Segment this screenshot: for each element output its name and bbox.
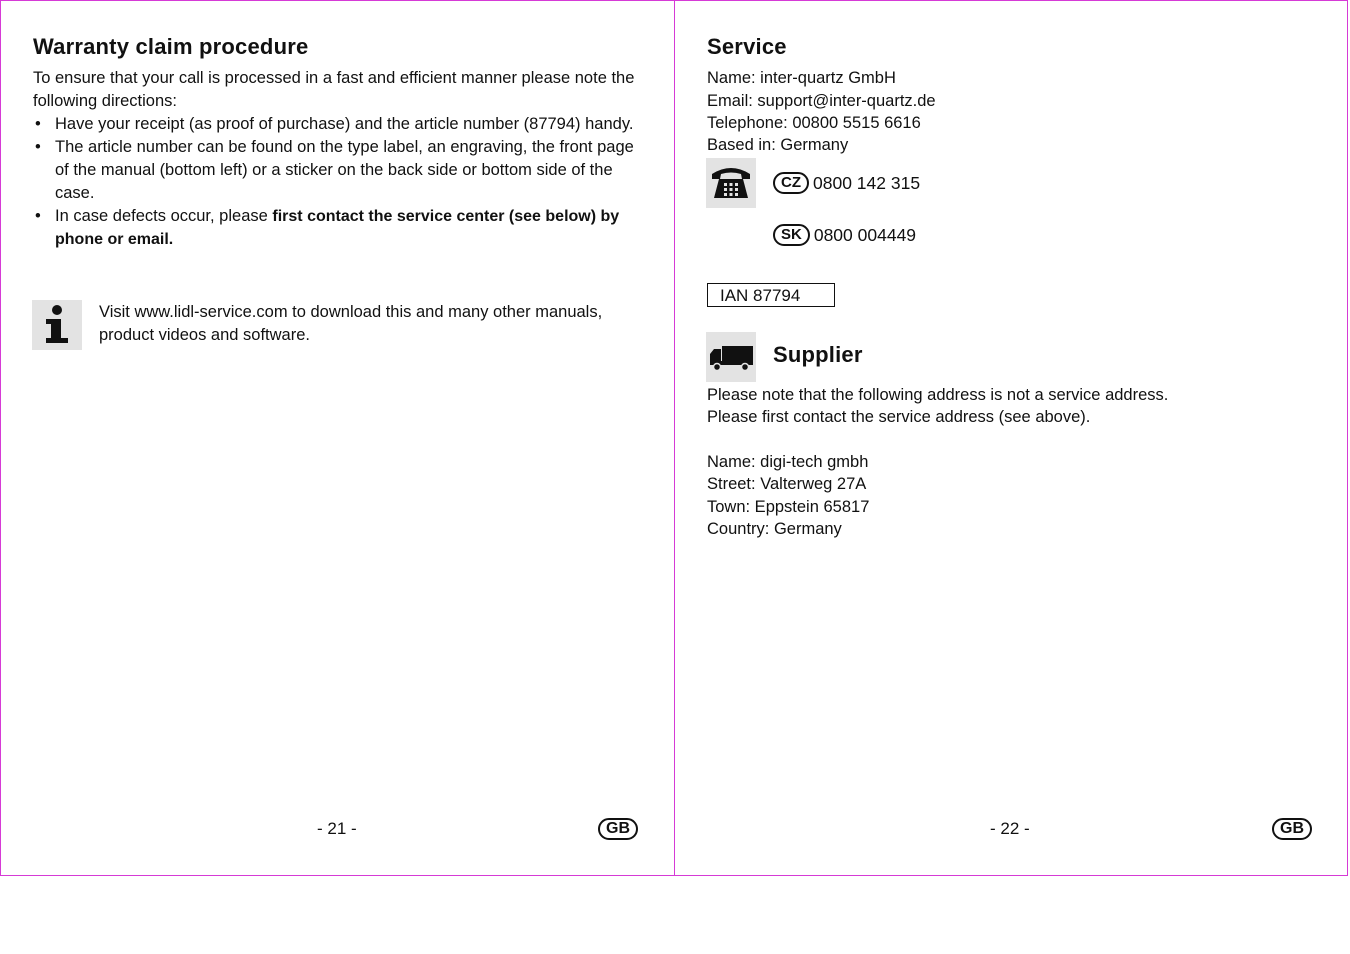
- service-name: Name: inter-quartz GmbH: [707, 69, 896, 87]
- list-item: • Have your receipt (as proof of purchase) and the article number (87794) handy.: [33, 113, 638, 136]
- hotline-number: 0800 004449: [813, 225, 917, 245]
- supplier-note-1: Please note that the following address is not a service address.: [707, 386, 1169, 404]
- country-badge-sk: SK: [773, 224, 810, 246]
- supplier-street: Street: Valterweg 27A: [707, 475, 867, 493]
- truck-icon: [706, 332, 756, 382]
- telephone-icon: [706, 158, 756, 208]
- page-21: [0, 0, 674, 876]
- language-badge: GB: [1272, 818, 1312, 840]
- list-item: • The article number can be found on the type label, an engraving, the front page of the manual (bottom left) or a sticker on the back side or bottom side of the case.: [33, 136, 638, 205]
- ian-box: IAN 87794: [707, 283, 835, 307]
- info-icon: [32, 300, 82, 350]
- service-email: Email: support@inter-quartz.de: [707, 92, 936, 110]
- hotline-number: 0800 142 315: [813, 173, 921, 193]
- language-badge: GB: [598, 818, 638, 840]
- supplier-country: Country: Germany: [707, 520, 842, 538]
- warranty-directions-list: [33, 113, 638, 251]
- list-item: [33, 205, 638, 251]
- bullet-emphasis: first contact the service center (see below) by phone or email.: [55, 208, 620, 248]
- warranty-intro: To ensure that your call is processed in a fast and efficient manner please note the following directions:: [33, 69, 635, 110]
- supplier-town: Town: Eppstein 65817: [707, 498, 870, 516]
- warranty-title: Warranty claim procedure: [33, 34, 309, 59]
- hotline-cz: [773, 172, 920, 195]
- supplier-note-2: Please first contact the service address (see above).: [707, 408, 1091, 426]
- hotline-sk: [773, 224, 916, 247]
- supplier-title: Supplier: [773, 342, 863, 367]
- service-title: Service: [707, 34, 787, 59]
- country-badge-cz: CZ: [773, 172, 809, 194]
- bullet-text: In case defects occur, please: [55, 207, 273, 225]
- service-telephone: Telephone: 00800 5515 6616: [707, 114, 921, 132]
- service-based-in: Based in: Germany: [707, 136, 849, 154]
- page-number: - 21 -: [317, 819, 357, 838]
- page-22: [675, 0, 1349, 876]
- info-text: Visit www.lidl-service.com to download this and many other manuals, product videos and software.: [99, 303, 603, 344]
- supplier-name: Name: digi-tech gmbh: [707, 453, 869, 471]
- page-number: - 22 -: [990, 819, 1030, 838]
